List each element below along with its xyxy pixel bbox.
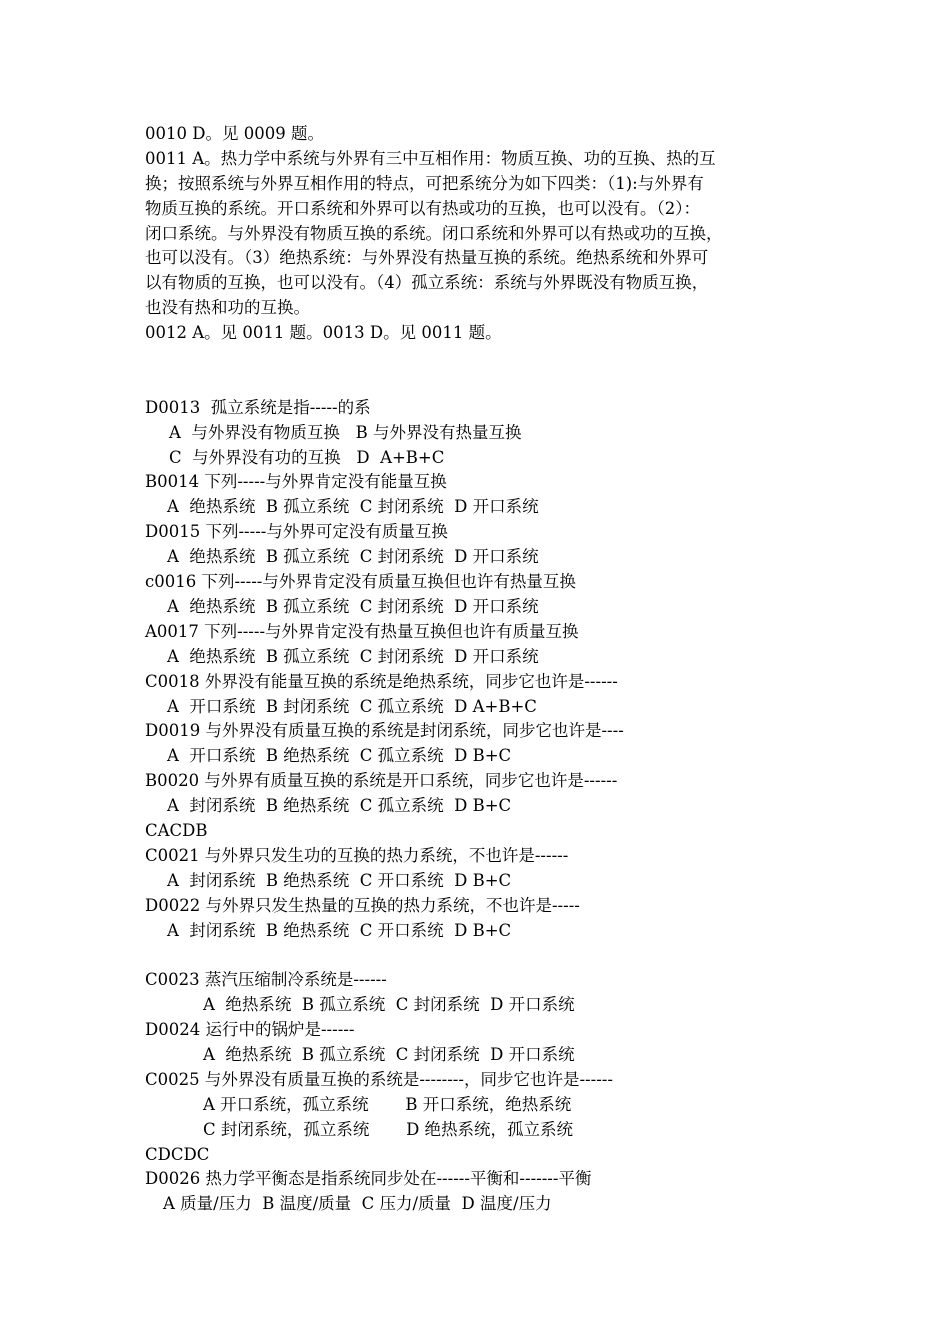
question-0021: C0021 与外界只发生功的互换的热力系统，不也许是------ xyxy=(145,845,569,865)
answer-key: CDCDC xyxy=(145,1144,210,1164)
question-options: A 封闭系统 B 绝热系统 C 孤立系统 D B+C xyxy=(167,796,512,816)
text-line: 物质互换的系统。开口系统和外界可以有热或功的互换，也可以没有。（2）： xyxy=(145,198,700,218)
question-options: A 绝热系统 B 孤立系统 C 封闭系统 D 开口系统 xyxy=(167,596,539,616)
question-options: A 开口系统，孤立系统 B 开口系统，绝热系统 xyxy=(203,1094,572,1114)
question-options: A 绝热系统 B 孤立系统 C 封闭系统 D 开口系统 xyxy=(167,547,539,567)
text-line: 也可以没有。（3）绝热系统：与外界没有热量互换的系统。绝热系统和外界可 xyxy=(145,248,709,268)
text-line: 也没有热和功的互换。 xyxy=(145,298,310,318)
question-options: A 封闭系统 B 绝热系统 C 开口系统 D B+C xyxy=(167,870,512,890)
text-line: 以有物质的互换，也可以没有。（4）孤立系统：系统与外界既没有物质互换， xyxy=(145,273,709,293)
text-line: 0012 A。见 0011 题。0013 D。见 0011 题。 xyxy=(145,323,502,343)
text-line: 0011 A。热力学中系统与外界有三中互相作用：物质互换、功的互换、热的互 xyxy=(145,148,716,168)
document-page xyxy=(145,122,825,1217)
question-0014: B0014 下列-----与外界肯定没有能量互换 xyxy=(145,472,447,492)
text-line: 换；按照系统与外界互相作用的特点，可把系统分为如下四类：（1):与外界有 xyxy=(145,173,704,193)
text-line: 闭口系统。与外界没有物质互换的系统。闭口系统和外界可以有热或功的互换， xyxy=(145,223,723,243)
question-0023: C0023 蒸汽压缩制冷系统是------ xyxy=(145,970,387,990)
question-options: A 绝热系统 B 孤立系统 C 封闭系统 D 开口系统 xyxy=(167,497,539,517)
question-options: A 开口系统 B 封闭系统 C 孤立系统 D A+B+C xyxy=(167,696,537,716)
question-options: A 与外界没有物质互换 B 与外界没有热量互换 xyxy=(169,422,522,442)
question-0017: A0017 下列-----与外界肯定没有热量互换但也许有质量互换 xyxy=(145,621,579,641)
question-options: A 开口系统 B 绝热系统 C 孤立系统 D B+C xyxy=(167,746,512,766)
question-options: A 质量/压力 B 温度/质量 C 压力/质量 D 温度/压力 xyxy=(163,1194,552,1214)
paragraph-0011 xyxy=(145,147,825,321)
question-0015: D0015 下列-----与外界可定没有质量互换 xyxy=(145,522,448,542)
question-0026: D0026 热力学平衡态是指系统同步处在------平衡和-------平衡 xyxy=(145,1169,592,1189)
question-options: A 绝热系统 B 孤立系统 C 封闭系统 D 开口系统 xyxy=(203,1044,575,1064)
question-options: A 绝热系统 B 孤立系统 C 封闭系统 D 开口系统 xyxy=(203,995,575,1015)
question-0020: B0020 与外界有质量互换的系统是开口系统，同步它也许是------ xyxy=(145,771,618,791)
question-0024: D0024 运行中的锅炉是------ xyxy=(145,1020,355,1040)
answer-key: CACDB xyxy=(145,820,208,840)
question-0019: D0019 与外界没有质量互换的系统是封闭系统，同步它也许是---- xyxy=(145,721,624,741)
question-options: A 绝热系统 B 孤立系统 C 封闭系统 D 开口系统 xyxy=(167,646,539,666)
question-0018: C0018 外界没有能量互换的系统是绝热系统，同步它也许是------ xyxy=(145,671,618,691)
text-line: 0010 D。见 0009 题。 xyxy=(145,124,324,143)
question-options: C 封闭系统，孤立系统 D 绝热系统，孤立系统 xyxy=(203,1119,574,1139)
question-0016: c0016 下列-----与外界肯定没有质量互换但也许有热量互换 xyxy=(145,572,576,592)
question-0022: D0022 与外界只发生热量的互换的热力系统，不也许是----- xyxy=(145,895,580,915)
question-0013: D0013 孤立系统是指-----的系 xyxy=(145,397,371,417)
question-options: C 与外界没有功的互换 D A+B+C xyxy=(169,447,445,467)
blank-space xyxy=(145,943,825,968)
blank-space xyxy=(145,346,825,396)
question-options: A 封闭系统 B 绝热系统 C 开口系统 D B+C xyxy=(167,920,512,940)
question-0025: C0025 与外界没有质量互换的系统是--------，同步它也许是------ xyxy=(145,1069,613,1089)
